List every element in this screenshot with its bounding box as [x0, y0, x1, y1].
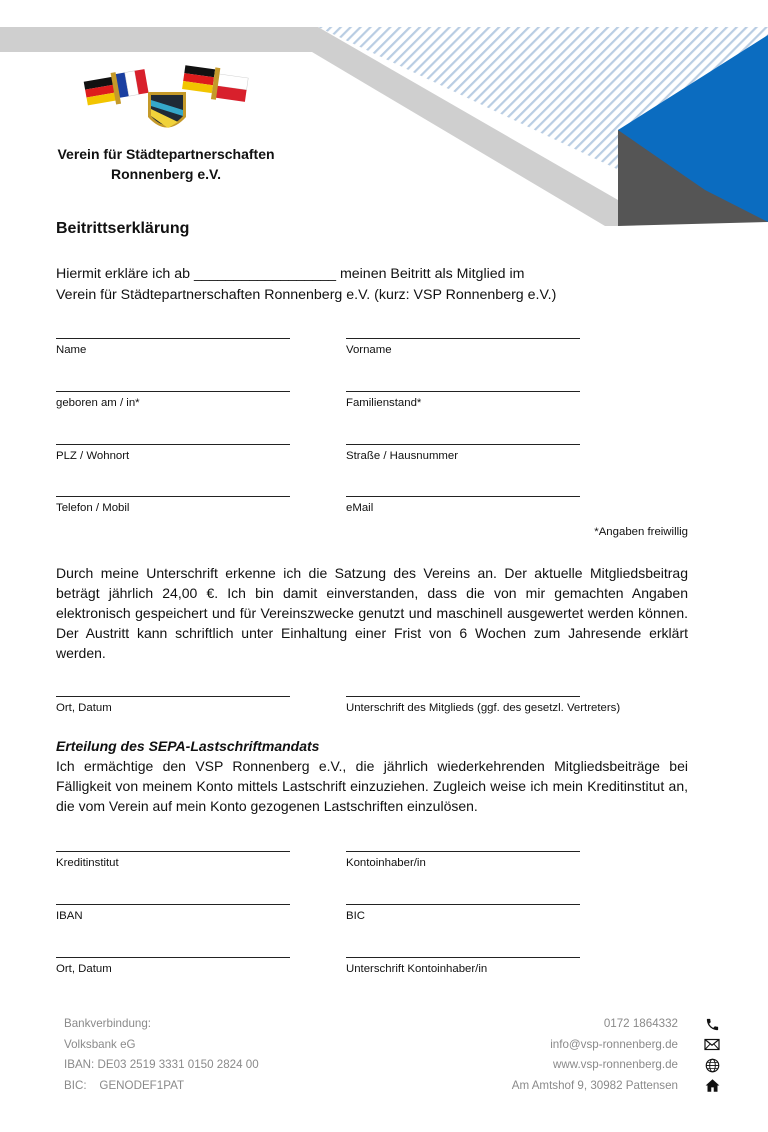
footer-contact: [512, 1014, 678, 1096]
vorname-label: Vorname: [346, 344, 392, 356]
contact-email[interactable]: info@vsp-ronnenberg.de: [550, 1037, 678, 1051]
consent-text: Durch meine Unterschrift erkenne ich die Satzung des Vereins an. Der aktuelle Mitgliedsbeitrag beträgt jährlich 24,00 €. Ich bin damit einverstanden, dass die von mir gemachten Angaben elektronisch gespeichert und für Vereinszwecke genutzt und maschinell ausgewertet werden können. Der Austritt kann schriftlich unter Einhaltung einer Frist von 6 Wochen zum Jahresende erklärt werden.: [56, 565, 688, 661]
sepa-ort-datum-line: [56, 957, 290, 958]
intro-text: [56, 264, 696, 306]
plz-wohnort-field[interactable]: [56, 444, 290, 462]
bic-label: BIC: [346, 910, 365, 922]
mail-icon: [702, 1035, 722, 1056]
contact-web[interactable]: www.vsp-ronnenberg.de: [552, 1058, 678, 1071]
globe-icon: [702, 1055, 722, 1076]
name-label: Name: [56, 344, 87, 356]
kreditinstitut-line: [56, 851, 290, 852]
account-holder-signature-field[interactable]: [346, 957, 580, 975]
email-line: [346, 496, 580, 497]
strasse-field[interactable]: [346, 444, 580, 462]
bic-field[interactable]: [346, 904, 580, 922]
ort-datum-label: Ort, Datum: [56, 702, 112, 714]
footer-bank-details: [64, 1014, 259, 1096]
contact-address: Am Amtshof 9, 30982 Pattensen: [511, 1078, 678, 1092]
organization-name: [40, 144, 292, 184]
phone-icon: [702, 1014, 722, 1035]
geboren-line: [56, 391, 290, 392]
footer-icons: [702, 1014, 722, 1096]
familienstand-line: [346, 391, 580, 392]
member-signature-line: [346, 696, 580, 697]
club-logo: [78, 62, 258, 142]
intro-line2: Verein für Städtepartnerschaften Ronnenberg e.V. (kurz: VSP Ronnenberg e.V.): [56, 287, 557, 303]
vorname-field[interactable]: [346, 338, 580, 356]
familienstand-field[interactable]: [346, 391, 580, 409]
kreditinstitut-label: Kreditinstitut: [56, 857, 119, 869]
member-signature-field[interactable]: [346, 696, 621, 714]
email-field[interactable]: [346, 496, 580, 514]
org-name-line1: Verein für Städtepartnerschaften: [57, 146, 275, 162]
ort-datum-line: [56, 696, 290, 697]
member-signature-label: Unterschrift des Mitglieds (ggf. des gesetzl. Vertreters): [346, 702, 621, 714]
contact-phone[interactable]: 0172 1864332: [603, 1017, 678, 1030]
telefon-field[interactable]: [56, 496, 290, 514]
name-line: [56, 338, 290, 339]
document-title: Beitrittserklärung: [56, 220, 190, 237]
intro-line1: Hiermit erkläre ich ab __________________ meinen Beitritt als Mitglied im: [56, 266, 525, 282]
account-holder-signature-line: [346, 957, 580, 958]
name-field[interactable]: [56, 338, 290, 356]
optional-note: *Angaben freiwillig: [594, 526, 688, 538]
vorname-line: [346, 338, 580, 339]
ort-datum-field[interactable]: [56, 696, 290, 714]
telefon-line: [56, 496, 290, 497]
org-name-line2: Ronnenberg e.V.: [111, 166, 221, 182]
bank-name: Volksbank eG: [64, 1037, 136, 1051]
email-label: eMail: [346, 502, 374, 514]
iban-field[interactable]: [56, 904, 290, 922]
bic-line: [346, 904, 580, 905]
iban-line: [56, 904, 290, 905]
plz-wohnort-line: [56, 444, 290, 445]
bank-iban: IBAN: DE03 2519 3331 0150 2824 00: [64, 1058, 259, 1071]
kontoinhaber-field[interactable]: [346, 851, 580, 869]
kontoinhaber-line: [346, 851, 580, 852]
account-holder-signature-label: Unterschrift Kontoinhaber/in: [346, 963, 488, 975]
iban-label: IBAN: [56, 910, 83, 922]
sepa-title: Erteilung des SEPA-Lastschriftmandats: [56, 738, 320, 754]
sepa-ort-datum-label: Ort, Datum: [56, 963, 112, 975]
plz-wohnort-label: PLZ / Wohnort: [56, 450, 130, 462]
sepa-ort-datum-field[interactable]: [56, 957, 290, 975]
sepa-text: Ich ermächtige den VSP Ronnenberg e.V., die jährlich wiederkehrenden Mitgliedsbeiträge bei Fälligkeit von meinem Konto mittels Lastschrift einzuziehen. Zugleich weise ich mein Kreditinstitut an, die vom Verein auf mein Konto gezogenen Lastschriften einzulösen.: [56, 758, 688, 814]
familienstand-label: Familienstand*: [346, 397, 422, 409]
strasse-label: Straße / Hausnummer: [346, 450, 459, 462]
geboren-label: geboren am / in*: [56, 397, 140, 409]
strasse-line: [346, 444, 580, 445]
telefon-label: Telefon / Mobil: [56, 502, 130, 514]
kontoinhaber-label: Kontoinhaber/in: [346, 857, 426, 869]
bank-bic: BIC: GENODEF1PAT: [64, 1078, 185, 1092]
bank-label: Bankverbindung:: [64, 1017, 152, 1030]
geboren-field[interactable]: [56, 391, 290, 409]
kreditinstitut-field[interactable]: [56, 851, 290, 869]
home-icon: [702, 1076, 722, 1097]
